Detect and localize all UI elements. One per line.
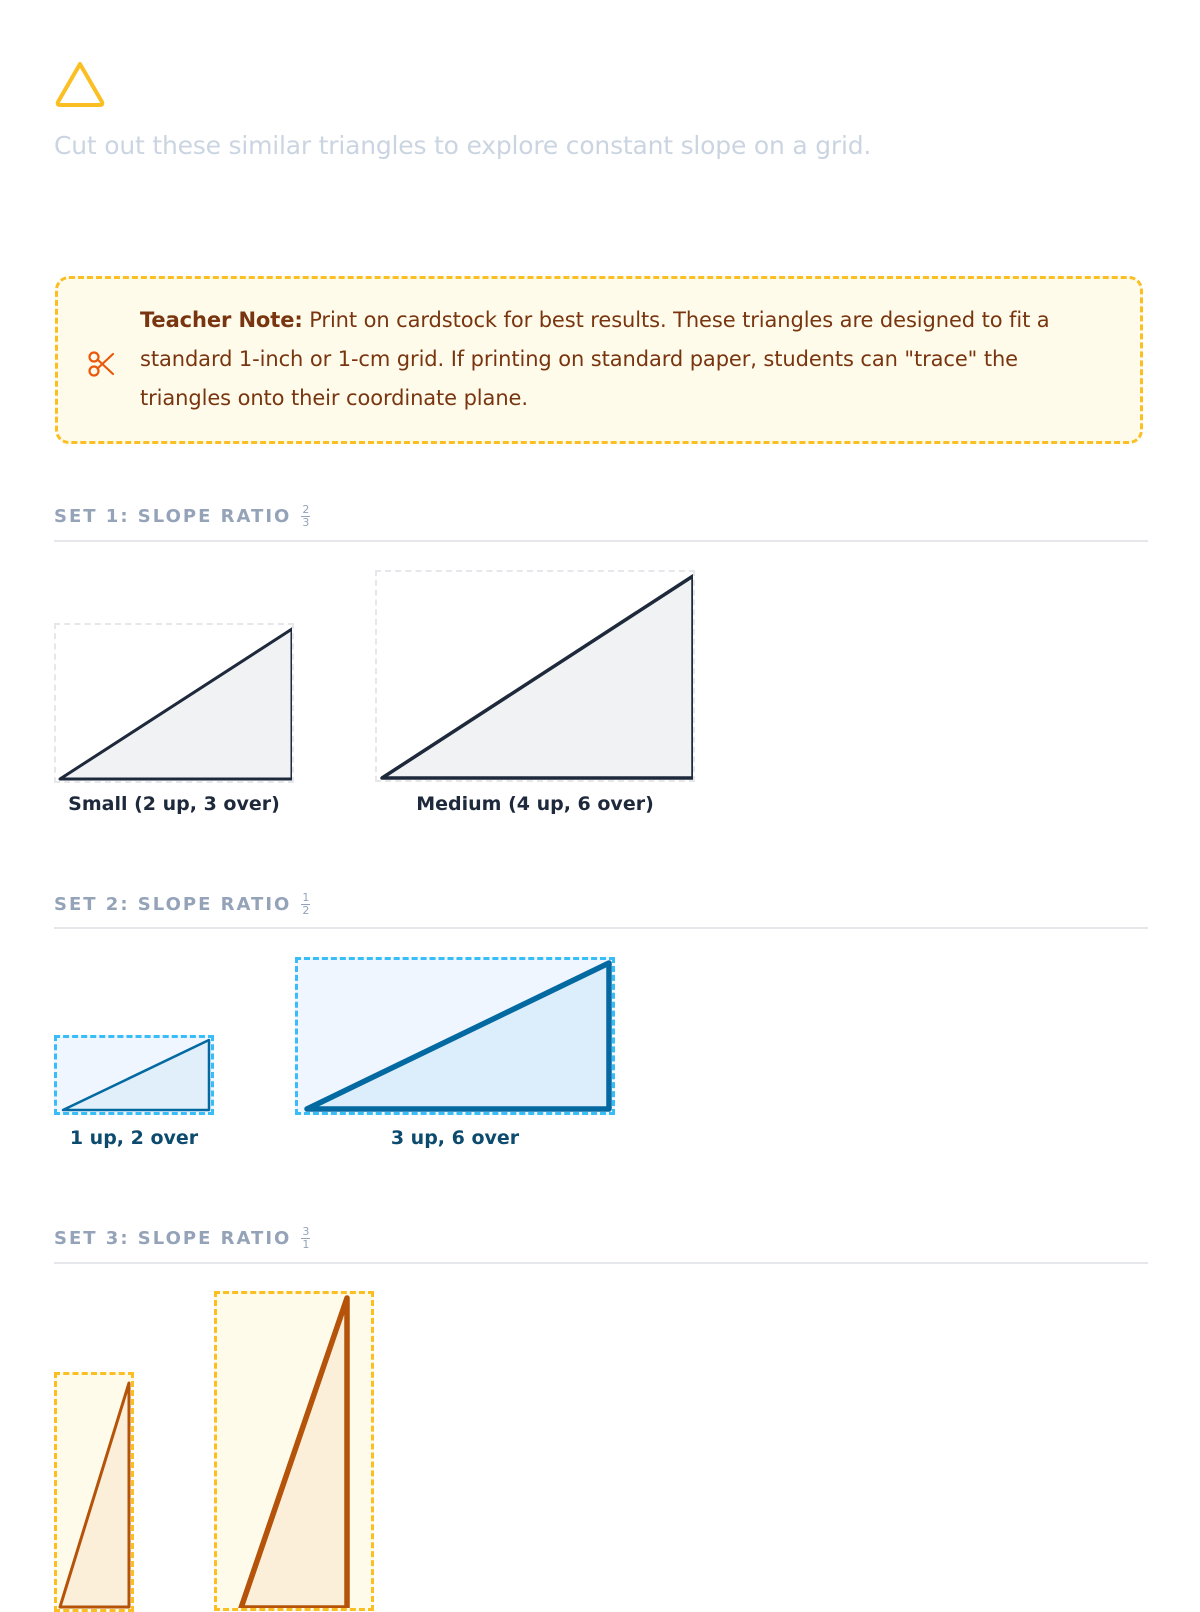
set-2-divider bbox=[54, 927, 1148, 929]
set-1-ratio-den: 3 bbox=[302, 516, 310, 529]
set-2-small-card[interactable] bbox=[54, 1035, 214, 1115]
teacher-note-body: Print on cardstock for best results. These triangles are designed to fit a standard 1-inch or 1-cm grid. If printing on standard paper, students can "trace" the triangles onto their coordinate plane. bbox=[140, 308, 1050, 410]
set-3-ratio-den: 1 bbox=[302, 1238, 310, 1251]
set-2-large-card[interactable] bbox=[295, 957, 615, 1115]
set-3-large-card[interactable] bbox=[214, 1291, 374, 1611]
set-1-divider bbox=[54, 540, 1148, 542]
set-2-title bbox=[54, 892, 310, 917]
set-2-ratio-den: 2 bbox=[302, 904, 310, 917]
set-1-ratio-num: 2 bbox=[302, 503, 310, 516]
teacher-note-text bbox=[140, 301, 1100, 418]
set-1-ratio bbox=[301, 504, 310, 529]
set-1-small-card[interactable] bbox=[54, 623, 294, 783]
set-2-ratio-num: 1 bbox=[302, 891, 310, 904]
set-3-large-triangle bbox=[217, 1294, 371, 1608]
set-1-medium-label: Medium (4 up, 6 over) bbox=[416, 793, 654, 815]
set-3-divider bbox=[54, 1262, 1148, 1264]
set-2-ratio bbox=[301, 892, 310, 917]
set-1-title bbox=[54, 504, 310, 529]
set-3-small-triangle bbox=[57, 1375, 131, 1609]
set-2-small-label: 1 up, 2 over bbox=[69, 1127, 199, 1149]
set-1-small-triangle bbox=[56, 625, 292, 781]
set-1-medium-card[interactable] bbox=[375, 570, 695, 782]
set-3-ratio bbox=[301, 1226, 310, 1251]
set-2-small-triangle bbox=[57, 1038, 211, 1112]
page-subtitle: Cut out these similar triangles to explore constant slope on a grid. bbox=[54, 131, 872, 160]
set-3-title-text: SET 3: SLOPE RATIO bbox=[54, 1228, 292, 1249]
set-1-small-label: Small (2 up, 3 over) bbox=[68, 793, 280, 815]
triangle-outline-icon bbox=[54, 60, 106, 108]
teacher-note-label: Teacher Note: bbox=[140, 308, 303, 332]
set-3-ratio-num: 3 bbox=[302, 1225, 310, 1238]
set-2-title-text: SET 2: SLOPE RATIO bbox=[54, 894, 292, 915]
teacher-note bbox=[55, 276, 1143, 444]
scissors-icon bbox=[86, 349, 116, 379]
set-3-small-card[interactable] bbox=[54, 1372, 134, 1612]
set-2-large-label: 3 up, 6 over bbox=[390, 1127, 520, 1149]
set-1-medium-triangle bbox=[377, 572, 693, 780]
set-1-title-text: SET 1: SLOPE RATIO bbox=[54, 506, 292, 527]
set-2-large-triangle bbox=[298, 960, 612, 1112]
set-3-title bbox=[54, 1226, 310, 1251]
